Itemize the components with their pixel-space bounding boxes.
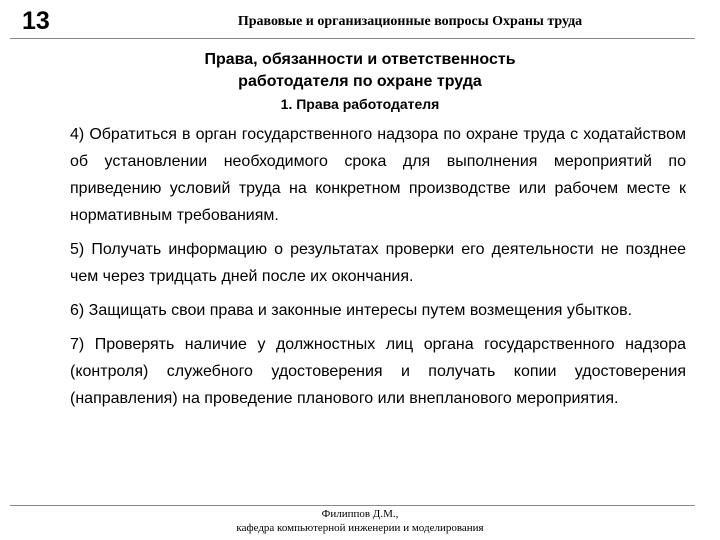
- header-title: Правовые и организационные вопросы Охраны труда: [237, 14, 583, 29]
- paragraph-item-4: 4) Обратиться в орган государственного надзора по охране труда с ходатайством об установлении необходимого срока для выполнения мероприятий по приведению условий труда на конкретном производстве или рабочем месте к нормативным требованиям.: [70, 126, 686, 224]
- footer-department: кафедра компьютерной инженерии и моделирования: [236, 522, 484, 534]
- slide-title: [60, 49, 660, 93]
- slide-body: [70, 121, 686, 419]
- paragraph-item-5: 5) Получать информацию о результатах проверки его деятельности не позднее чем через тридцать дней после их окончания.: [70, 241, 686, 285]
- paragraph-item-7: 7) Проверять наличие у должностных лиц органа государственного надзора (контроля) служебного удостоверения и получать копии удостоверения (направления) на проведение планового или внепланового мероприятия.: [70, 336, 686, 407]
- paragraph-item-6: 6) Защищать свои права и законные интересы путем возмещения убытков.: [70, 302, 633, 319]
- footer-author: Филиппов Д.М.,: [321, 508, 399, 520]
- header-divider: [10, 38, 695, 39]
- slide-title-line-2: работодателя по охране труда: [238, 73, 482, 90]
- slide-title-line-1: Права, обязанности и ответственность: [204, 51, 516, 68]
- slide-number: 13: [22, 7, 50, 35]
- footer-divider: [10, 505, 695, 506]
- slide-subtitle: 1. Права работодателя: [280, 96, 440, 112]
